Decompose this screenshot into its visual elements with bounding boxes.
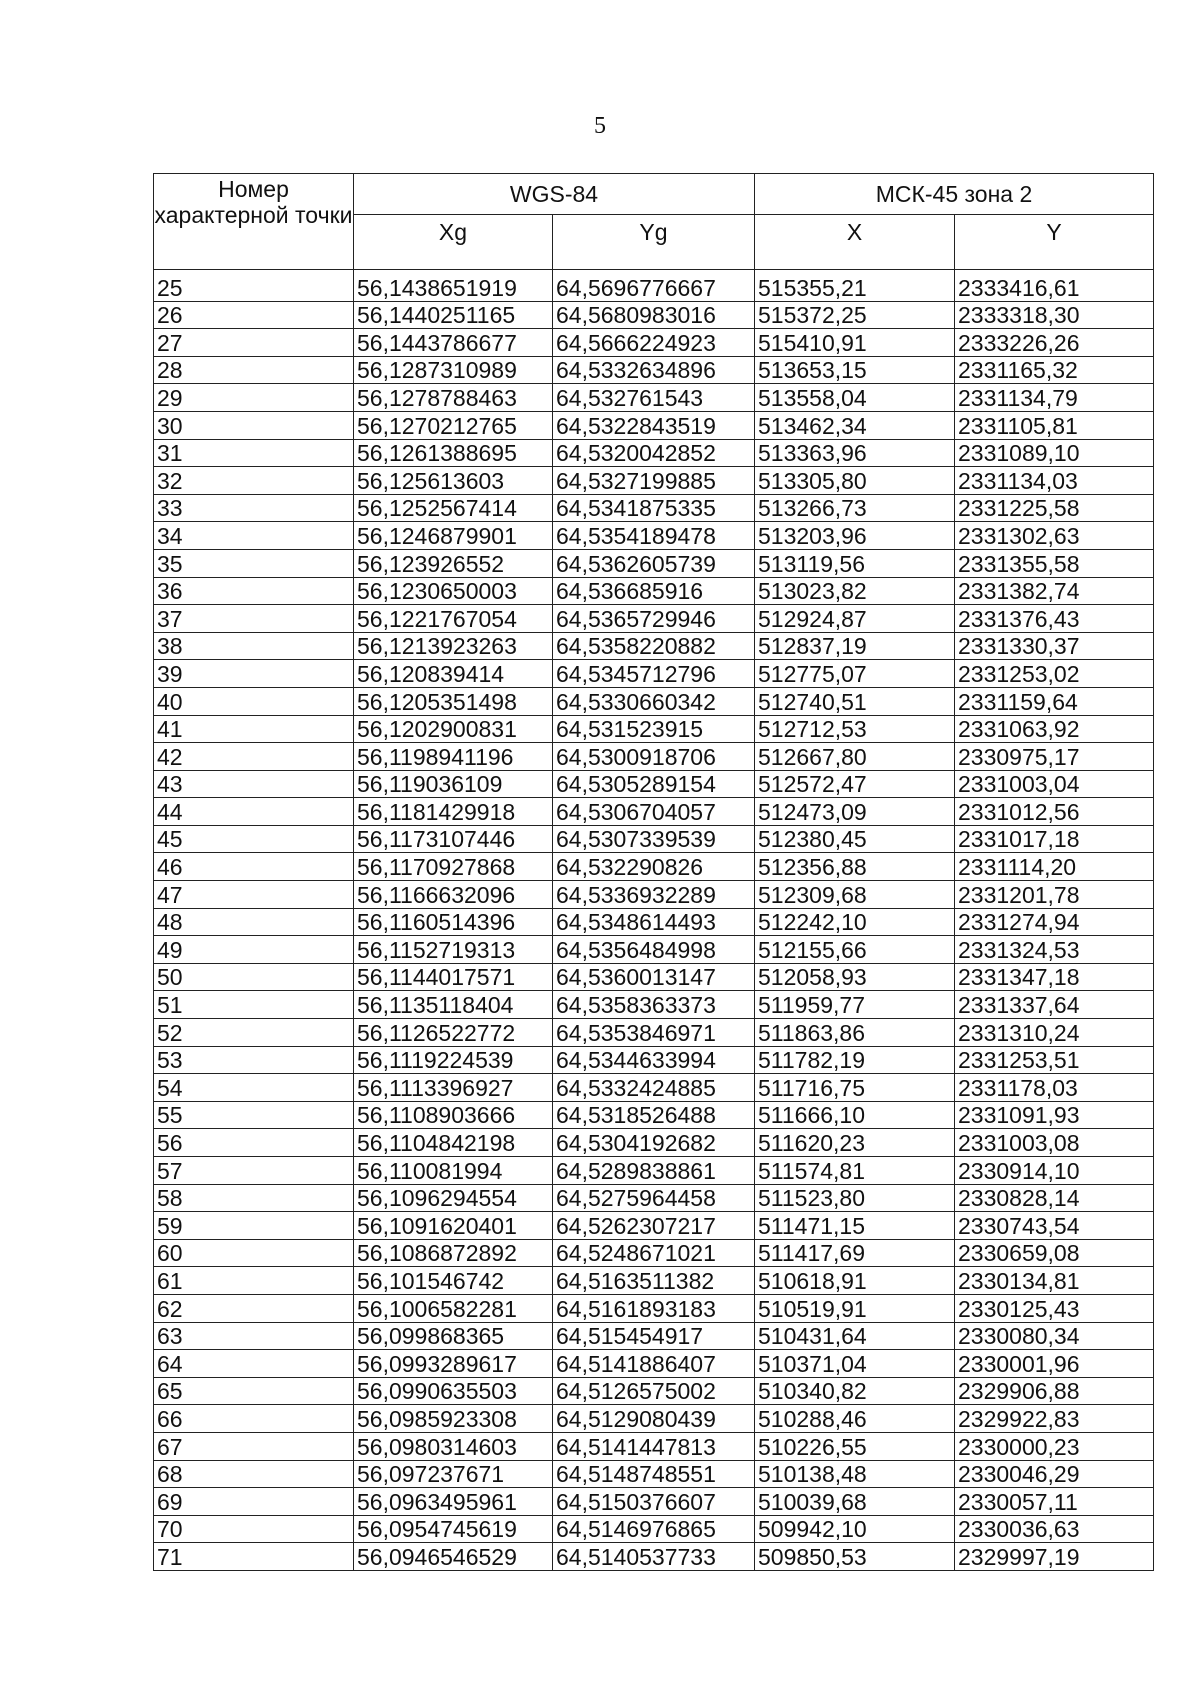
table-row	[154, 1294, 1154, 1322]
cell-x: 513363,96	[755, 439, 955, 467]
cell-point-number: 41	[154, 715, 354, 743]
cell-xg: 56,099868365	[354, 1322, 553, 1350]
cell-y: 2331382,74	[955, 577, 1154, 605]
cell-point-number: 29	[154, 384, 354, 412]
cell-point-number: 27	[154, 329, 354, 357]
cell-point-number: 58	[154, 1184, 354, 1212]
cell-xg: 56,1205351498	[354, 687, 553, 715]
cell-yg: 64,5248671021	[553, 1239, 755, 1267]
cell-yg: 64,5358363373	[553, 991, 755, 1019]
table-body	[154, 270, 1154, 1571]
cell-xg: 56,119036109	[354, 770, 553, 798]
cell-xg: 56,1091620401	[354, 1212, 553, 1240]
table-header	[154, 174, 1154, 270]
cell-yg: 64,5275964458	[553, 1184, 755, 1212]
cell-point-number: 59	[154, 1212, 354, 1240]
cell-x: 511782,19	[755, 1046, 955, 1074]
cell-x: 511959,77	[755, 991, 955, 1019]
cell-yg: 64,5140537733	[553, 1543, 755, 1571]
table-row	[154, 770, 1154, 798]
cell-y: 2329922,83	[955, 1405, 1154, 1433]
cell-x: 512775,07	[755, 660, 955, 688]
cell-yg: 64,5327199885	[553, 467, 755, 495]
table-row	[154, 1212, 1154, 1240]
cell-xg: 56,1181429918	[354, 798, 553, 826]
cell-y: 2331274,94	[955, 908, 1154, 936]
cell-point-number: 61	[154, 1267, 354, 1295]
cell-y: 2331017,18	[955, 825, 1154, 853]
cell-xg: 56,1119224539	[354, 1046, 553, 1074]
cell-point-number: 32	[154, 467, 354, 495]
cell-x: 511620,23	[755, 1129, 955, 1157]
table-row	[154, 936, 1154, 964]
cell-y: 2331114,20	[955, 853, 1154, 881]
table-row	[154, 384, 1154, 412]
cell-yg: 64,5318526488	[553, 1101, 755, 1129]
cell-x: 512667,80	[755, 743, 955, 771]
cell-x: 513119,56	[755, 549, 955, 577]
cell-yg: 64,5696776667	[553, 270, 755, 302]
table-row	[154, 825, 1154, 853]
cell-x: 510371,04	[755, 1350, 955, 1378]
cell-y: 2329997,19	[955, 1543, 1154, 1571]
cell-y: 2331201,78	[955, 881, 1154, 909]
cell-yg: 64,531523915	[553, 715, 755, 743]
cell-point-number: 34	[154, 522, 354, 550]
cell-yg: 64,5126575002	[553, 1377, 755, 1405]
cell-yg: 64,5332424885	[553, 1074, 755, 1102]
cell-point-number: 67	[154, 1432, 354, 1460]
cell-point-number: 65	[154, 1377, 354, 1405]
cell-y: 2331165,32	[955, 356, 1154, 384]
cell-yg: 64,5330660342	[553, 687, 755, 715]
cell-y: 2333318,30	[955, 301, 1154, 329]
cell-y: 2330000,23	[955, 1432, 1154, 1460]
cell-y: 2331063,92	[955, 715, 1154, 743]
header-point-number: Номер характерной точки	[154, 174, 354, 270]
cell-point-number: 68	[154, 1460, 354, 1488]
table-row	[154, 1515, 1154, 1543]
cell-x: 513203,96	[755, 522, 955, 550]
cell-xg: 56,1252567414	[354, 494, 553, 522]
cell-x: 512712,53	[755, 715, 955, 743]
cell-xg: 56,110081994	[354, 1157, 553, 1185]
table-row	[154, 1432, 1154, 1460]
cell-point-number: 50	[154, 963, 354, 991]
cell-xg: 56,1438651919	[354, 270, 553, 302]
cell-yg: 64,5353846971	[553, 1019, 755, 1047]
cell-yg: 64,5146976865	[553, 1515, 755, 1543]
cell-xg: 56,1287310989	[354, 356, 553, 384]
cell-xg: 56,125613603	[354, 467, 553, 495]
cell-x: 510039,68	[755, 1488, 955, 1516]
cell-x: 512356,88	[755, 853, 955, 881]
table-row	[154, 270, 1154, 302]
cell-yg: 64,5344633994	[553, 1046, 755, 1074]
cell-yg: 64,5129080439	[553, 1405, 755, 1433]
table-row	[154, 577, 1154, 605]
cell-x: 512837,19	[755, 632, 955, 660]
cell-yg: 64,5354189478	[553, 522, 755, 550]
cell-point-number: 45	[154, 825, 354, 853]
cell-y: 2331105,81	[955, 411, 1154, 439]
cell-yg: 64,5365729946	[553, 605, 755, 633]
cell-xg: 56,0990635503	[354, 1377, 553, 1405]
cell-y: 2331337,64	[955, 991, 1154, 1019]
cell-x: 509942,10	[755, 1515, 955, 1543]
cell-xg: 56,0963495961	[354, 1488, 553, 1516]
table-row	[154, 991, 1154, 1019]
cell-y: 2331302,63	[955, 522, 1154, 550]
cell-y: 2330134,81	[955, 1267, 1154, 1295]
cell-xg: 56,1108903666	[354, 1101, 553, 1129]
cell-x: 512155,66	[755, 936, 955, 964]
cell-yg: 64,515454917	[553, 1322, 755, 1350]
cell-xg: 56,0980314603	[354, 1432, 553, 1460]
cell-x: 513558,04	[755, 384, 955, 412]
cell-yg: 64,5300918706	[553, 743, 755, 771]
cell-xg: 56,1221767054	[354, 605, 553, 633]
header-msk45: МСК-45 зона 2	[755, 174, 1154, 215]
cell-point-number: 43	[154, 770, 354, 798]
cell-point-number: 30	[154, 411, 354, 439]
cell-y: 2330046,29	[955, 1460, 1154, 1488]
table-row	[154, 908, 1154, 936]
cell-xg: 56,0985923308	[354, 1405, 553, 1433]
cell-xg: 56,1270212765	[354, 411, 553, 439]
header-x: X	[755, 215, 955, 270]
cell-xg: 56,1096294554	[354, 1184, 553, 1212]
table-row	[154, 1157, 1154, 1185]
cell-x: 511574,81	[755, 1157, 955, 1185]
cell-yg: 64,5320042852	[553, 439, 755, 467]
cell-point-number: 26	[154, 301, 354, 329]
cell-point-number: 60	[154, 1239, 354, 1267]
cell-point-number: 71	[154, 1543, 354, 1571]
cell-yg: 64,5305289154	[553, 770, 755, 798]
cell-y: 2330975,17	[955, 743, 1154, 771]
cell-x: 510618,91	[755, 1267, 955, 1295]
cell-yg: 64,5262307217	[553, 1212, 755, 1240]
cell-xg: 56,1135118404	[354, 991, 553, 1019]
header-wgs84: WGS-84	[354, 174, 755, 215]
cell-y: 2330080,34	[955, 1322, 1154, 1350]
cell-x: 511523,80	[755, 1184, 955, 1212]
table-row	[154, 1322, 1154, 1350]
cell-xg: 56,1230650003	[354, 577, 553, 605]
cell-point-number: 66	[154, 1405, 354, 1433]
cell-y: 2331089,10	[955, 439, 1154, 467]
cell-yg: 64,5307339539	[553, 825, 755, 853]
cell-x: 512242,10	[755, 908, 955, 936]
cell-y: 2330914,10	[955, 1157, 1154, 1185]
cell-point-number: 56	[154, 1129, 354, 1157]
cell-y: 2331376,43	[955, 605, 1154, 633]
cell-y: 2331253,51	[955, 1046, 1154, 1074]
table-row	[154, 660, 1154, 688]
cell-xg: 56,1173107446	[354, 825, 553, 853]
cell-y: 2331091,93	[955, 1101, 1154, 1129]
cell-yg: 64,5336932289	[553, 881, 755, 909]
cell-yg: 64,5345712796	[553, 660, 755, 688]
cell-xg: 56,1144017571	[354, 963, 553, 991]
table-row	[154, 411, 1154, 439]
cell-yg: 64,5360013147	[553, 963, 755, 991]
cell-point-number: 37	[154, 605, 354, 633]
cell-xg: 56,123926552	[354, 549, 553, 577]
cell-point-number: 35	[154, 549, 354, 577]
cell-yg: 64,5163511382	[553, 1267, 755, 1295]
cell-x: 511863,86	[755, 1019, 955, 1047]
cell-point-number: 54	[154, 1074, 354, 1102]
table-row	[154, 1184, 1154, 1212]
cell-x: 513653,15	[755, 356, 955, 384]
table-row	[154, 1350, 1154, 1378]
cell-y: 2330743,54	[955, 1212, 1154, 1240]
cell-xg: 56,1440251165	[354, 301, 553, 329]
cell-x: 511716,75	[755, 1074, 955, 1102]
cell-xg: 56,0954745619	[354, 1515, 553, 1543]
cell-point-number: 57	[154, 1157, 354, 1185]
cell-xg: 56,101546742	[354, 1267, 553, 1295]
cell-y: 2331310,24	[955, 1019, 1154, 1047]
cell-xg: 56,1443786677	[354, 329, 553, 357]
cell-x: 512924,87	[755, 605, 955, 633]
cell-x: 510519,91	[755, 1294, 955, 1322]
cell-x: 515355,21	[755, 270, 955, 302]
table-row	[154, 1101, 1154, 1129]
header-xg: Xg	[354, 215, 553, 270]
cell-x: 512309,68	[755, 881, 955, 909]
cell-yg: 64,5161893183	[553, 1294, 755, 1322]
cell-point-number: 31	[154, 439, 354, 467]
cell-y: 2330036,63	[955, 1515, 1154, 1543]
cell-point-number: 42	[154, 743, 354, 771]
cell-yg: 64,5356484998	[553, 936, 755, 964]
cell-y: 2330659,08	[955, 1239, 1154, 1267]
table-row	[154, 853, 1154, 881]
cell-xg: 56,1166632096	[354, 881, 553, 909]
cell-y: 2329906,88	[955, 1377, 1154, 1405]
cell-yg: 64,532761543	[553, 384, 755, 412]
cell-point-number: 28	[154, 356, 354, 384]
cell-point-number: 53	[154, 1046, 354, 1074]
header-yg: Yg	[553, 215, 755, 270]
cell-xg: 56,1086872892	[354, 1239, 553, 1267]
cell-point-number: 63	[154, 1322, 354, 1350]
cell-x: 511666,10	[755, 1101, 955, 1129]
cell-x: 510226,55	[755, 1432, 955, 1460]
cell-point-number: 38	[154, 632, 354, 660]
cell-x: 513023,82	[755, 577, 955, 605]
cell-x: 513305,80	[755, 467, 955, 495]
cell-yg: 64,5150376607	[553, 1488, 755, 1516]
cell-xg: 56,1278788463	[354, 384, 553, 412]
table-row	[154, 1377, 1154, 1405]
cell-yg: 64,5332634896	[553, 356, 755, 384]
cell-yg: 64,5289838861	[553, 1157, 755, 1185]
table-row	[154, 522, 1154, 550]
cell-xg: 56,1213923263	[354, 632, 553, 660]
cell-point-number: 40	[154, 687, 354, 715]
cell-yg: 64,5148748551	[553, 1460, 755, 1488]
cell-xg: 56,1160514396	[354, 908, 553, 936]
cell-xg: 56,1113396927	[354, 1074, 553, 1102]
cell-y: 2330125,43	[955, 1294, 1154, 1322]
header-y: Y	[955, 215, 1154, 270]
cell-x: 513266,73	[755, 494, 955, 522]
table-row	[154, 1460, 1154, 1488]
cell-yg: 64,5306704057	[553, 798, 755, 826]
cell-xg: 56,1006582281	[354, 1294, 553, 1322]
table-row	[154, 632, 1154, 660]
table-row	[154, 881, 1154, 909]
cell-y: 2331134,79	[955, 384, 1154, 412]
cell-point-number: 51	[154, 991, 354, 1019]
cell-y: 2331355,58	[955, 549, 1154, 577]
cell-point-number: 55	[154, 1101, 354, 1129]
cell-x: 510431,64	[755, 1322, 955, 1350]
cell-point-number: 48	[154, 908, 354, 936]
cell-x: 512473,09	[755, 798, 955, 826]
cell-y: 2331253,02	[955, 660, 1154, 688]
cell-x: 510340,82	[755, 1377, 955, 1405]
cell-point-number: 47	[154, 881, 354, 909]
table-row	[154, 1129, 1154, 1157]
cell-y: 2333416,61	[955, 270, 1154, 302]
cell-x: 509850,53	[755, 1543, 955, 1571]
cell-point-number: 64	[154, 1350, 354, 1378]
cell-y: 2331159,64	[955, 687, 1154, 715]
cell-x: 511471,15	[755, 1212, 955, 1240]
coordinates-table	[153, 173, 1154, 1571]
cell-point-number: 70	[154, 1515, 354, 1543]
cell-xg: 56,0993289617	[354, 1350, 553, 1378]
table-row	[154, 549, 1154, 577]
cell-y: 2330828,14	[955, 1184, 1154, 1212]
cell-y: 2333226,26	[955, 329, 1154, 357]
cell-xg: 56,1198941196	[354, 743, 553, 771]
cell-point-number: 52	[154, 1019, 354, 1047]
cell-yg: 64,532290826	[553, 853, 755, 881]
cell-yg: 64,5341875335	[553, 494, 755, 522]
cell-x: 515372,25	[755, 301, 955, 329]
cell-xg: 56,1152719313	[354, 936, 553, 964]
cell-yg: 64,5680983016	[553, 301, 755, 329]
table-row	[154, 798, 1154, 826]
table-row	[154, 605, 1154, 633]
cell-y: 2331225,58	[955, 494, 1154, 522]
cell-yg: 64,5141447813	[553, 1432, 755, 1460]
table-row	[154, 494, 1154, 522]
cell-xg: 56,1202900831	[354, 715, 553, 743]
cell-yg: 64,5141886407	[553, 1350, 755, 1378]
cell-x: 510288,46	[755, 1405, 955, 1433]
cell-yg: 64,5666224923	[553, 329, 755, 357]
cell-point-number: 44	[154, 798, 354, 826]
cell-y: 2331012,56	[955, 798, 1154, 826]
table-row	[154, 467, 1154, 495]
cell-yg: 64,5348614493	[553, 908, 755, 936]
table-row	[154, 1019, 1154, 1047]
table-row	[154, 687, 1154, 715]
table-row	[154, 1239, 1154, 1267]
cell-x: 510138,48	[755, 1460, 955, 1488]
cell-yg: 64,536685916	[553, 577, 755, 605]
page-number: 5	[594, 113, 606, 139]
cell-y: 2331347,18	[955, 963, 1154, 991]
table-row	[154, 1488, 1154, 1516]
table-row	[154, 743, 1154, 771]
cell-y: 2331003,04	[955, 770, 1154, 798]
cell-y: 2331324,53	[955, 936, 1154, 964]
cell-x: 512572,47	[755, 770, 955, 798]
cell-point-number: 46	[154, 853, 354, 881]
table-row	[154, 1543, 1154, 1571]
cell-xg: 56,1170927868	[354, 853, 553, 881]
cell-y: 2331134,03	[955, 467, 1154, 495]
cell-y: 2331178,03	[955, 1074, 1154, 1102]
cell-x: 512380,45	[755, 825, 955, 853]
cell-point-number: 25	[154, 270, 354, 302]
table-row	[154, 1267, 1154, 1295]
cell-x: 513462,34	[755, 411, 955, 439]
cell-x: 512740,51	[755, 687, 955, 715]
cell-point-number: 62	[154, 1294, 354, 1322]
cell-xg: 56,1126522772	[354, 1019, 553, 1047]
table-row	[154, 963, 1154, 991]
cell-point-number: 36	[154, 577, 354, 605]
cell-xg: 56,1104842198	[354, 1129, 553, 1157]
cell-point-number: 49	[154, 936, 354, 964]
cell-y: 2331330,37	[955, 632, 1154, 660]
table-row	[154, 329, 1154, 357]
cell-xg: 56,1246879901	[354, 522, 553, 550]
cell-x: 511417,69	[755, 1239, 955, 1267]
table-row	[154, 1405, 1154, 1433]
table-row	[154, 356, 1154, 384]
table-row	[154, 715, 1154, 743]
cell-x: 512058,93	[755, 963, 955, 991]
cell-yg: 64,5304192682	[553, 1129, 755, 1157]
cell-y: 2331003,08	[955, 1129, 1154, 1157]
cell-xg: 56,097237671	[354, 1460, 553, 1488]
cell-point-number: 69	[154, 1488, 354, 1516]
cell-yg: 64,5362605739	[553, 549, 755, 577]
table-row	[154, 439, 1154, 467]
cell-xg: 56,1261388695	[354, 439, 553, 467]
cell-point-number: 39	[154, 660, 354, 688]
cell-y: 2330001,96	[955, 1350, 1154, 1378]
cell-xg: 56,0946546529	[354, 1543, 553, 1571]
cell-y: 2330057,11	[955, 1488, 1154, 1516]
table-row	[154, 1046, 1154, 1074]
cell-x: 515410,91	[755, 329, 955, 357]
table-row	[154, 1074, 1154, 1102]
cell-yg: 64,5358220882	[553, 632, 755, 660]
cell-xg: 56,120839414	[354, 660, 553, 688]
table-row	[154, 301, 1154, 329]
cell-point-number: 33	[154, 494, 354, 522]
cell-yg: 64,5322843519	[553, 411, 755, 439]
